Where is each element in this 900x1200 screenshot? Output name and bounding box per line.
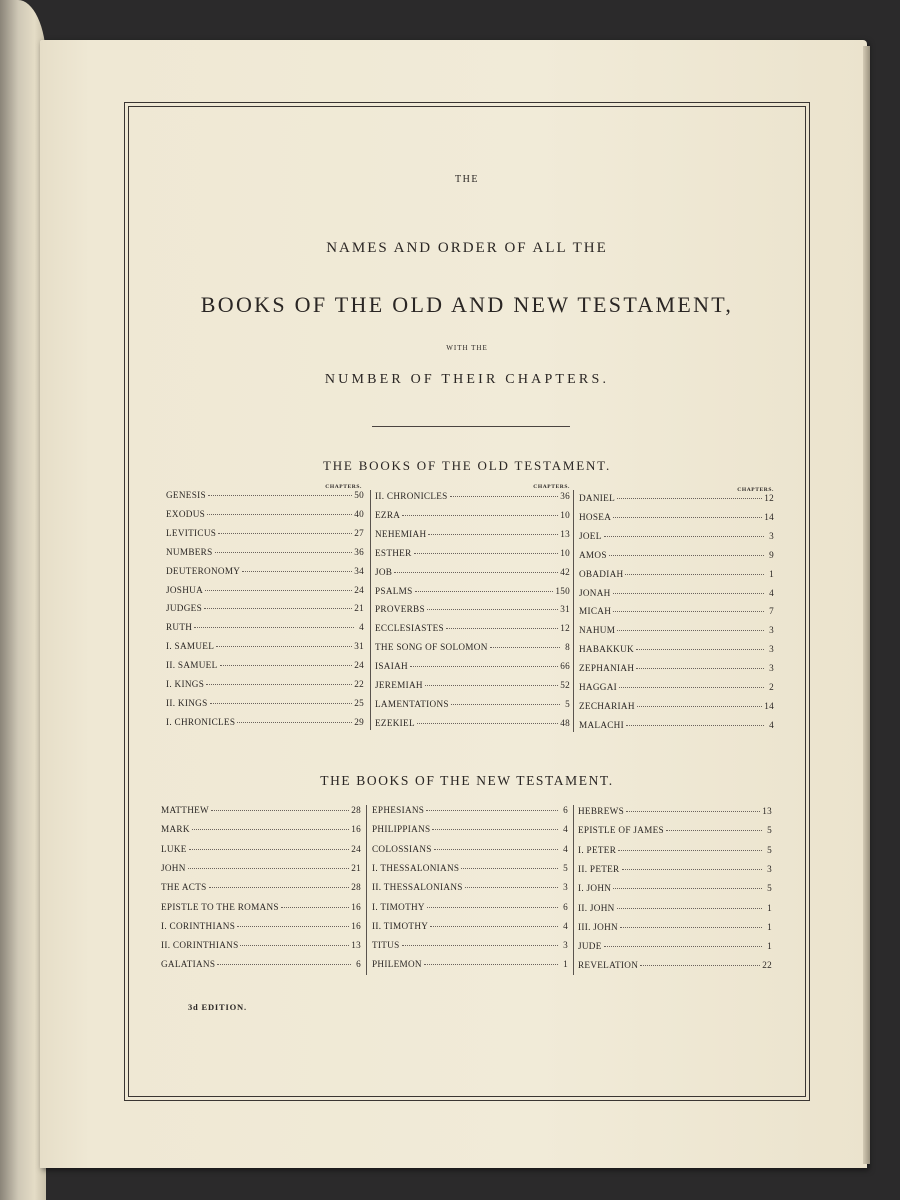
nt-column-2 [372,805,568,980]
dot-leader [242,571,352,572]
book-entry [161,940,361,954]
book-name: RUTH [166,622,193,633]
book-name: JUDE [578,941,602,952]
dot-leader [604,536,764,537]
dot-leader [637,706,762,707]
dot-leader [618,850,762,851]
dot-leader [636,668,764,669]
chapter-count: 13 [560,528,570,539]
book-name: ZECHARIAH [579,700,635,711]
book-name: II. KINGS [166,697,208,708]
title-rule [372,426,570,427]
chapter-count: 28 [351,882,361,893]
dot-leader [394,572,558,573]
book-name: NAHUM [579,625,616,636]
chapter-count: 29 [354,716,364,727]
dot-leader [424,964,558,965]
chapter-count: 4 [563,843,568,854]
book-entry [372,921,568,935]
dot-leader [622,869,763,870]
book-name: EPHESIANS [372,805,425,815]
book-name: PROVERBS [375,604,425,615]
dot-leader [210,703,353,704]
dot-leader [217,964,351,965]
chapter-count: 1 [563,959,568,970]
dot-leader [425,685,558,686]
ot-column-divider-1 [370,490,371,730]
chapter-count: 6 [356,959,361,970]
book-name: EPISTLE OF JAMES [578,825,664,836]
book-entry [166,528,364,542]
book-name: EPISTLE TO THE ROMANS [161,901,279,912]
dot-leader [205,590,352,591]
dot-leader [415,591,554,592]
book-entry [161,805,361,819]
nt-column-3 [578,806,772,981]
chapter-count: 21 [354,603,364,614]
book-name: II. CHRONICLES [375,491,448,501]
dot-leader [410,666,558,667]
book-entry [375,642,570,656]
book-entry [579,606,774,620]
book-name: THE ACTS [161,882,207,893]
book-entry [579,550,774,564]
dot-leader [189,849,350,850]
chapter-count: 5 [767,825,772,836]
book-name: II. CORINTHIANS [161,940,239,951]
dot-leader [426,810,558,811]
dot-leader [666,830,762,831]
book-entry [375,661,570,675]
chapter-count: 24 [354,584,364,595]
book-name: LEVITICUS [166,527,217,538]
book-name: II. PETER [578,863,620,874]
book-name: PSALMS [375,585,413,596]
nt-column-divider-2 [573,805,574,975]
chapter-count: 16 [351,901,361,912]
dot-leader [216,646,352,647]
book-name: GENESIS [166,490,206,500]
dot-leader [281,907,349,908]
book-name: JOSHUA [166,584,204,595]
book-entry [372,902,568,916]
book-entry [579,493,774,507]
dot-leader [451,704,560,705]
dot-leader [192,829,349,830]
dot-leader [240,945,349,946]
chapter-count: 4 [563,824,568,835]
book-name: LUKE [161,843,187,854]
book-entry [375,699,570,713]
dot-leader [428,534,558,535]
chapter-count: 8 [565,642,570,653]
chapter-count: 48 [560,717,570,728]
chapter-count: 28 [351,805,361,815]
chapter-count: 150 [555,585,570,596]
book-entry [372,882,568,896]
book-entry [166,660,364,674]
book-name: OBADIAH [579,568,624,579]
book-entry [578,903,772,917]
book-name: III. JOHN [578,921,618,932]
dot-leader [640,965,760,966]
chapter-count: 52 [560,680,570,690]
dot-leader [402,945,558,946]
dot-leader [446,628,558,629]
dot-leader [636,649,764,650]
book-entry [375,567,570,581]
book-name: COLOSSIANS [372,843,432,854]
ot-column-1 [166,490,364,735]
book-entry [578,941,772,955]
dot-leader [613,611,764,612]
dot-leader [430,926,558,927]
book-entry [375,718,570,732]
book-name: HEBREWS [578,806,624,816]
book-entry [578,806,772,820]
book-name: ZEPHANIAH [579,663,635,674]
ot-column-3 [579,493,774,738]
book-entry [579,588,774,602]
dot-leader [427,609,558,610]
book-name: NEHEMIAH [375,528,427,539]
edition-note: 3d EDITION. [188,1002,247,1012]
new-testament-heading: THE BOOKS OF THE NEW TESTAMENT. [320,773,614,788]
book-name: EZEKIEL [375,717,415,728]
book-entry [579,569,774,583]
book-name: EZRA [375,509,401,520]
book-name: JEREMIAH [375,680,423,690]
book-entry [579,663,774,677]
book-entry [375,529,570,543]
book-entry [372,863,568,877]
dot-leader [207,514,352,515]
chapter-count: 24 [354,660,364,671]
chapter-count: 25 [354,697,364,708]
book-entry [166,717,364,731]
book-name: II. THESSALONIANS [372,882,463,893]
chapter-count: 5 [563,862,568,873]
page-stack-edge [863,46,870,1164]
book-name: DANIEL [579,493,615,503]
chapter-count: 12 [560,623,570,634]
chapter-count: 24 [351,843,361,854]
book-entry [579,682,774,696]
book-name: HOSEA [579,511,612,522]
book-entry [161,824,361,838]
dot-leader [604,946,762,947]
book-name: NUMBERS [166,546,213,557]
book-entry [166,622,364,636]
book-name: JOB [375,566,393,577]
book-entry [579,512,774,526]
book-entry [375,548,570,562]
dot-leader [414,553,559,554]
dot-leader [490,647,560,648]
book-name: EXODUS [166,508,206,519]
dot-leader [215,552,353,553]
dot-leader [209,887,350,888]
book-entry [579,531,774,545]
book-name: I. PETER [578,844,617,855]
book-name: II. SAMUEL [166,660,218,671]
book-entry [161,902,361,916]
book-name: II. TIMOTHY [372,920,429,931]
book-entry [166,698,364,712]
book-entry [166,641,364,655]
dot-leader [613,888,762,889]
dot-leader [211,810,349,811]
chapter-count: 1 [767,941,772,952]
ot-column-2 [375,491,570,736]
dot-leader [188,868,350,869]
book-name: TITUS [372,940,400,951]
dot-leader [617,630,764,631]
chapters-label-col2: CHAPTERS. [533,484,570,490]
book-name: HAGGAI [579,682,618,692]
dot-leader [204,608,352,609]
dot-leader [194,627,354,628]
book-name: ISAIAH [375,661,408,672]
chapters-label-col3: CHAPTERS. [737,487,774,493]
chapter-count: 22 [762,960,772,971]
book-entry [166,566,364,580]
book-name: AMOS [579,549,607,560]
chapter-count: 9 [769,549,774,560]
chapter-count: 3 [563,882,568,893]
title-number-line: NUMBER OF THEIR CHAPTERS. [324,372,610,387]
book-name: MARK [161,824,190,835]
book-name: LAMENTATIONS [375,698,449,709]
book-entry [578,864,772,878]
chapter-count: 16 [351,920,361,931]
book-name: MATTHEW [161,805,210,815]
dot-leader [237,926,349,927]
dot-leader [432,829,558,830]
chapter-count: 5 [565,698,570,709]
chapter-count: 3 [769,663,774,674]
dot-leader [461,868,558,869]
book-entry [166,547,364,561]
chapter-count: 4 [769,587,774,598]
chapter-count: 4 [359,622,364,633]
dot-leader [619,687,764,688]
dot-leader [218,533,352,534]
book-entry [166,585,364,599]
chapter-count: 3 [563,940,568,951]
book-name: I. JOHN [578,883,612,894]
book-name: I. TIMOTHY [372,901,425,912]
book-name: THE SONG OF SOLOMON [375,642,488,653]
dot-leader [626,811,760,812]
book-name: I. SAMUEL [166,641,215,652]
book-name: JONAH [579,587,611,598]
book-name: MICAH [579,606,612,617]
chapter-count: 3 [769,625,774,636]
book-name: DEUTERONOMY [166,565,241,576]
chapter-count: 10 [560,547,570,558]
book-name: REVELATION [578,960,639,971]
chapter-count: 5 [767,844,772,855]
dot-leader [613,517,762,518]
chapter-count: 2 [769,682,774,692]
dot-leader [427,907,558,908]
book-entry [375,491,570,505]
title-with-the: WITH THE [446,344,488,352]
book-entry [578,960,772,974]
book-entry [161,959,361,973]
book-entry [579,625,774,639]
book-name: PHILIPPIANS [372,824,431,835]
book-name: JOEL [579,530,602,541]
book-name: JOHN [161,862,186,873]
dot-leader [237,722,352,723]
book-entry [579,720,774,734]
book-entry [372,824,568,838]
chapter-count: 5 [767,883,772,894]
chapter-count: 7 [769,606,774,617]
chapter-count: 3 [769,644,774,655]
title-books-line: BOOKS OF THE OLD AND NEW TESTAMENT, [200,292,734,317]
dot-leader [220,665,353,666]
book-name: II. JOHN [578,902,615,913]
chapter-count: 31 [560,604,570,615]
chapter-count: 16 [351,824,361,835]
dot-leader [208,495,352,496]
dot-leader [626,725,764,726]
book-entry [161,844,361,858]
title-names-line: NAMES AND ORDER OF ALL THE [326,240,608,256]
book-entry [166,679,364,693]
chapter-count: 1 [767,902,772,913]
book-name: MALACHI [579,719,624,730]
chapter-count: 14 [764,511,774,522]
nt-column-1 [161,805,361,980]
dot-leader [417,723,558,724]
old-testament-heading: THE BOOKS OF THE OLD TESTAMENT. [322,458,612,473]
book-entry [578,883,772,897]
chapter-count: 1 [769,568,774,579]
book-entry [578,825,772,839]
dot-leader [617,498,762,499]
chapter-count: 13 [762,806,772,816]
book-name: PHILEMON [372,959,422,970]
book-entry [161,863,361,877]
nt-column-divider-1 [366,805,367,975]
chapter-count: 6 [563,805,568,815]
chapter-count: 3 [767,863,772,874]
chapter-count: 12 [764,493,774,503]
chapter-count: 34 [354,565,364,576]
book-entry [372,959,568,973]
chapter-count: 50 [354,490,364,500]
dot-leader [450,496,559,497]
dot-leader [206,684,352,685]
book-entry [578,922,772,936]
chapter-count: 40 [354,508,364,519]
dot-leader [617,908,762,909]
book-entry [166,603,364,617]
dot-leader [609,555,764,556]
chapter-count: 27 [354,527,364,538]
title-the: THE [455,174,479,185]
book-entry [579,644,774,658]
chapter-count: 22 [354,679,364,689]
book-entry [375,586,570,600]
book-name: GALATIANS [161,959,216,970]
book-entry [166,509,364,523]
chapter-count: 36 [354,546,364,557]
chapter-count: 13 [351,940,361,951]
book-entry [578,845,772,859]
chapter-count: 10 [560,509,570,520]
book-entry [161,921,361,935]
chapters-label-col1: CHAPTERS. [325,484,362,490]
book-entry [166,490,364,504]
dot-leader [434,849,558,850]
book-entry [372,844,568,858]
chapter-count: 42 [560,566,570,577]
chapter-count: 4 [769,719,774,730]
book-entry [375,623,570,637]
chapter-count: 1 [767,921,772,932]
book-entry [161,882,361,896]
book-entry [375,510,570,524]
book-name: I. THESSALONIANS [372,862,460,873]
book-name: ECCLESIASTES [375,623,444,634]
chapter-count: 36 [560,491,570,501]
book-entry [372,940,568,954]
chapter-count: 3 [769,530,774,541]
book-name: JUDGES [166,603,203,614]
chapter-count: 14 [764,700,774,711]
book-name: I. CHRONICLES [166,716,236,727]
book-name: ESTHER [375,547,412,558]
dot-leader [620,927,762,928]
book-entry [375,680,570,694]
chapter-count: 66 [560,661,570,672]
chapter-count: 31 [354,641,364,652]
chapter-count: 4 [563,920,568,931]
dot-leader [613,593,764,594]
book-entry [375,604,570,618]
dot-leader [465,887,558,888]
book-name: HABAKKUK [579,644,634,655]
dot-leader [402,515,558,516]
book-name: I. CORINTHIANS [161,920,236,931]
dot-leader [625,574,764,575]
chapter-count: 6 [563,901,568,912]
book-entry [372,805,568,819]
book-entry [579,701,774,715]
book-name: I. KINGS [166,679,205,689]
chapter-count: 21 [351,862,361,873]
ot-column-divider-2 [573,490,574,732]
